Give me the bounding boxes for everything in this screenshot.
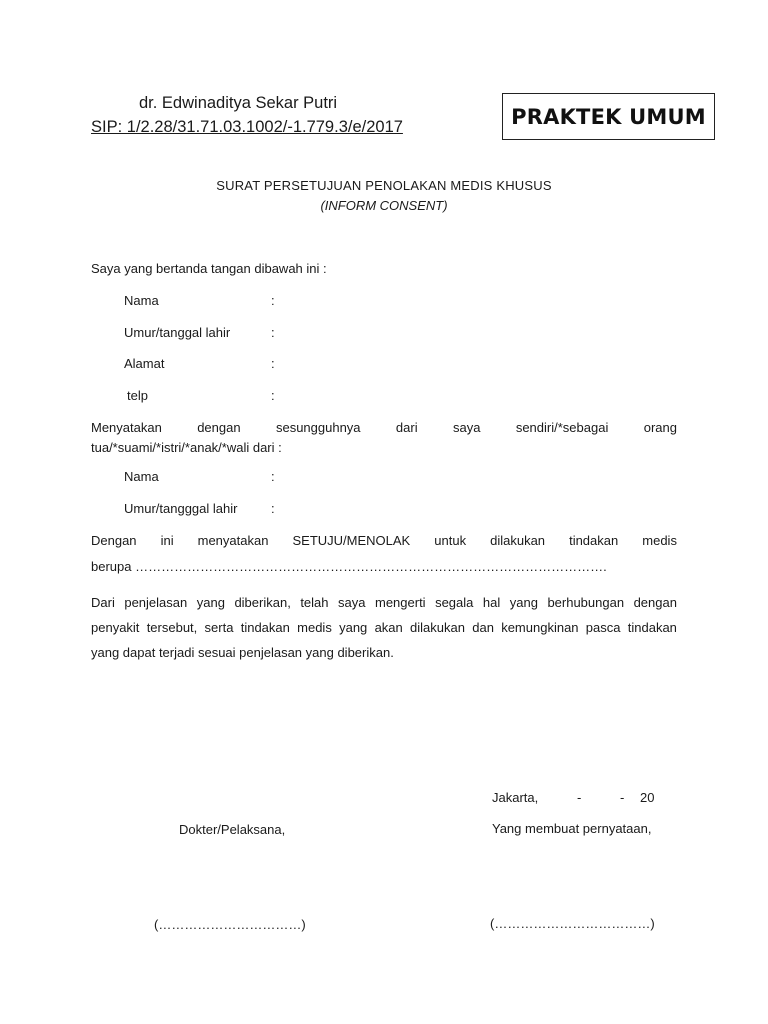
intro-text: Saya yang bertanda tangan dibawah ini : [91, 261, 327, 276]
declaration-word: sendiri/*sebagai [515, 420, 609, 435]
field-colon: : [271, 388, 275, 403]
explanation-line-2 [91, 620, 677, 635]
doctor-signature-line: (……………………………) [154, 917, 306, 932]
field-label-telp: telp [127, 388, 148, 403]
document-title: SURAT PERSETUJUAN PENOLAKAN MEDIS KHUSUS [216, 178, 552, 193]
patient-label-nama: Nama [124, 469, 159, 484]
explanation-word: tindakan [240, 620, 290, 635]
explanation-word: yang [509, 595, 538, 610]
explanation-word: saya [338, 595, 366, 610]
explanation-line-3: yang dapat terjadi sesuai penjelasan yang diberikan. [91, 645, 394, 660]
explanation-word: yang [196, 595, 225, 610]
consent-word: tindakan [569, 533, 619, 548]
field-colon: : [271, 356, 275, 371]
explanation-word: Dari [91, 595, 115, 610]
signature-year: 20 [640, 790, 655, 805]
signature-place: Jakarta, [492, 790, 539, 805]
explanation-word: dilakukan [410, 620, 465, 635]
field-colon: : [271, 293, 275, 308]
consent-word: ini [160, 533, 174, 548]
explanation-word: serta [204, 620, 234, 635]
explanation-line-1 [91, 595, 677, 610]
consent-line-2: berupa ………………………………………………………………………………………………. [91, 559, 607, 574]
explanation-word: tersebut, [146, 620, 198, 635]
consent-word: medis [642, 533, 677, 548]
explanation-word: segala [435, 595, 474, 610]
declaration-line-2: tua/*suami/*istri/*anak/*wali dari : [91, 440, 282, 455]
explanation-word: penyakit [91, 620, 140, 635]
field-label-nama: Nama [124, 293, 159, 308]
doctor-name: dr. Edwinaditya Sekar Putri [139, 94, 338, 112]
explanation-word: pasca [585, 620, 621, 635]
declaration-word: orang [643, 420, 677, 435]
explanation-word: hal [482, 595, 501, 610]
consent-word: untuk [434, 533, 467, 548]
explanation-word: mengerti [374, 595, 426, 610]
date-separator: - [620, 790, 625, 805]
explanation-word: yang [339, 620, 368, 635]
declaration-line-1 [91, 420, 677, 435]
sip-number: SIP: 1/2.28/31.71.03.1002/-1.779.3/e/2017 [91, 118, 403, 136]
explanation-word: telah [300, 595, 329, 610]
explanation-word: dengan [633, 595, 677, 610]
date-separator: - [577, 790, 582, 805]
document-subtitle: (INFORM CONSENT) [320, 198, 448, 213]
explanation-word: dan [472, 620, 494, 635]
field-label-alamat: Alamat [124, 356, 165, 371]
explanation-word: tindakan [627, 620, 677, 635]
declaration-word: sesungguhnya [275, 420, 361, 435]
consent-choice: SETUJU/MENOLAK [292, 533, 411, 548]
explanation-word: penjelasan [124, 595, 188, 610]
declaration-word: dari [395, 420, 418, 435]
consent-word: menyatakan [197, 533, 269, 548]
declaration-word: Menyatakan [91, 420, 162, 435]
consent-word: Dengan [91, 533, 137, 548]
explanation-word: diberikan, [234, 595, 291, 610]
doctor-signature-label: Dokter/Pelaksana, [179, 822, 286, 837]
field-colon: : [271, 469, 275, 484]
field-label-umur: Umur/tanggal lahir [124, 325, 231, 340]
field-colon: : [271, 325, 275, 340]
patient-label-umur: Umur/tangggal lahir [124, 501, 238, 516]
maker-signature-label: Yang membuat pernyataan, [492, 821, 652, 836]
consent-word: dilakukan [490, 533, 546, 548]
explanation-word: kemungkinan [501, 620, 579, 635]
explanation-word: medis [297, 620, 332, 635]
practice-label: PRAKTEK UMUM [511, 104, 706, 129]
maker-signature-line: (………………………………) [490, 916, 655, 931]
explanation-word: berhubungan [547, 595, 625, 610]
declaration-word: saya [452, 420, 481, 435]
explanation-word: akan [374, 620, 403, 635]
consent-line-1 [91, 533, 677, 548]
declaration-word: dengan [197, 420, 241, 435]
practice-box [502, 93, 715, 140]
field-colon: : [271, 501, 275, 516]
